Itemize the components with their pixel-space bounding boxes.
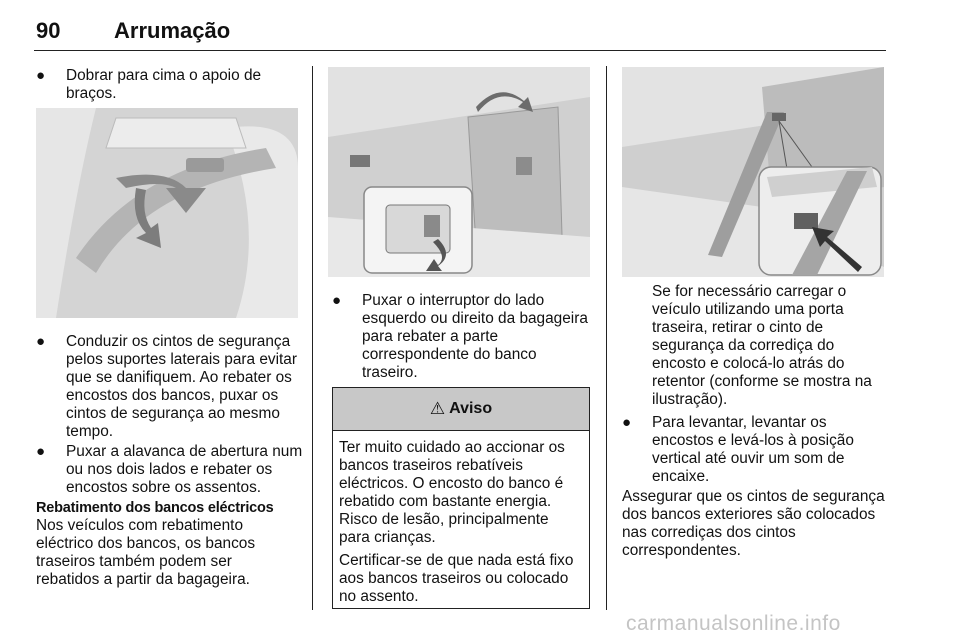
bullet-icon: ●	[36, 333, 46, 350]
warning-box	[332, 387, 590, 609]
subheading: Rebatimento dos bancos eléctricos	[36, 500, 274, 516]
list-item-text: Dobrar para cima o apoio de braços.	[66, 67, 262, 102]
warning-title: Aviso	[449, 400, 493, 417]
watermark: carmanualsonline.info	[626, 612, 841, 635]
header-rule	[34, 50, 886, 51]
warning-paragraph: Certificar-se de que nada está fixo aos bancos traseiros ou colocado no assento.	[339, 552, 574, 605]
page-number: 90	[36, 18, 61, 43]
warning-body	[333, 431, 589, 606]
column-divider-2	[606, 66, 607, 610]
bullet-icon: ●	[36, 67, 46, 84]
bullet-icon: ●	[332, 292, 342, 309]
bullet-icon: ●	[36, 443, 46, 460]
armrest-illustration	[36, 108, 298, 318]
warning-paragraph: Ter muito cuidado ao accionar os bancos traseiros rebatíveis eléctricos. O encosto do banco é rebatido com bastante energia. Risco de lesão, principalmente para crianças.	[339, 439, 565, 546]
continuation-paragraph: Se for necessário carregar o veículo utilizando uma porta traseira, retirar o cinto de segurança da corrediça do encosto e colocá-lo atrás do retentor (conforme se mostra na ilustração).	[652, 283, 872, 408]
bullet-icon: ●	[622, 414, 632, 431]
column-divider-1	[312, 66, 313, 610]
body-paragraph: Assegurar que os cintos de segurança dos bancos exteriores são colocados nas corrediças dos cintos correspondentes.	[622, 488, 885, 559]
list-item-text: Conduzir os cintos de segurança pelos suportes laterais para evitar que se danifiquem. Ao rebater os encostos dos bancos, puxar os cintos de segurança ao mesmo tempo.	[66, 333, 297, 440]
trunk-switch-illustration	[328, 67, 590, 277]
warning-triangle-icon: ⚠	[429, 399, 446, 418]
list-item-text: Puxar a alavanca de abertura num ou nos dois lados e rebater os encostos sobre os assentos.	[66, 443, 303, 496]
seatbelt-retainer-illustration	[622, 67, 884, 277]
section-title: Arrumação	[114, 18, 231, 43]
list-item-text: Puxar o interruptor do lado esquerdo ou direito da bagageira para rebater a parte correspondente do banco traseiro.	[362, 292, 588, 381]
warning-header	[333, 388, 589, 431]
body-paragraph: Nos veículos com rebatimento eléctrico dos bancos, os bancos traseiros também podem ser rebatidos a partir da bagageira.	[36, 517, 256, 588]
list-item-text: Para levantar, levantar os encostos e levá-los à posição vertical até ouvir um som de encaixe.	[652, 414, 854, 485]
